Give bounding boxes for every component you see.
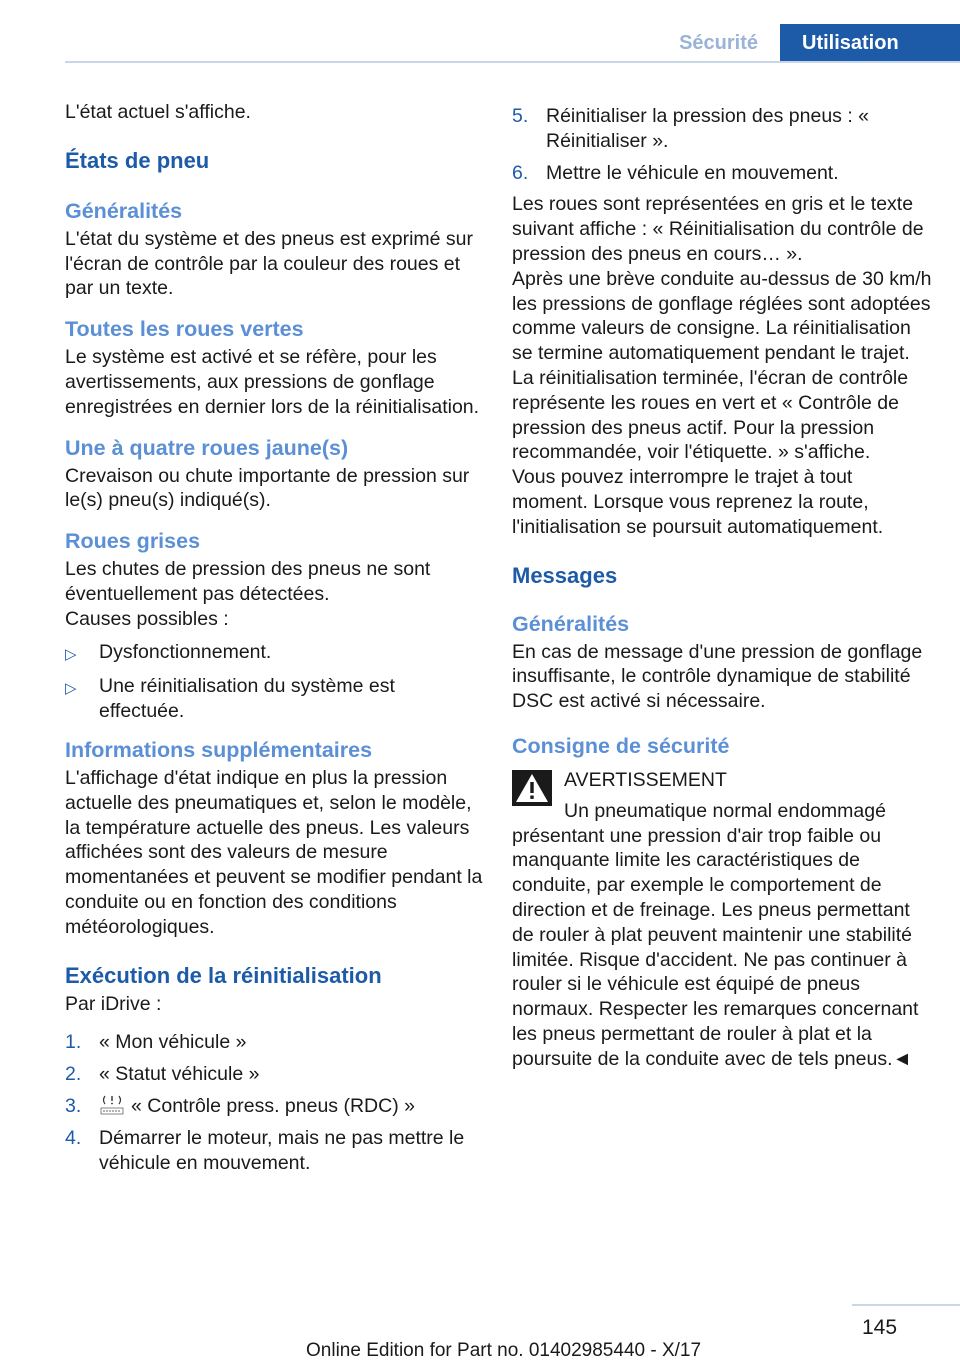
footer-divider bbox=[852, 1304, 960, 1306]
step-number: 4. bbox=[65, 1126, 82, 1149]
tab-securite[interactable]: Sécurité bbox=[679, 31, 758, 54]
step-item bbox=[512, 161, 932, 186]
step-text: « Mon véhicule » bbox=[99, 1031, 247, 1054]
jaunes-text: Crevaison ou chute importante de pression sur le(s) pneu(s) indiqué(s). bbox=[65, 464, 470, 512]
jaunes-heading: Une à quatre roues jaune(s) bbox=[65, 435, 349, 460]
page-number: 145 bbox=[862, 1316, 898, 1339]
left-column bbox=[65, 100, 485, 1182]
tire-pressure-reset-icon bbox=[99, 1094, 125, 1116]
generalites-text: L'état du système et des pneus est exprimé sur l'écran de contrôle par la couleur des roues et par un texte. bbox=[65, 227, 474, 300]
causes-list bbox=[65, 640, 485, 724]
grises-heading: Roues grises bbox=[65, 529, 201, 554]
messages-heading: Messages bbox=[512, 562, 618, 588]
step-item bbox=[65, 1126, 485, 1176]
step-text: « Contrôle press. pneus (RDC) » bbox=[131, 1094, 415, 1117]
step-text: Mettre le véhicule en mouvement. bbox=[546, 161, 839, 184]
list-item-text: Une réinitialisation du système est effectuée. bbox=[99, 675, 395, 723]
steps-list-left bbox=[65, 1030, 485, 1175]
step-number: 6. bbox=[512, 161, 529, 184]
warning-text-first-line: Un pneumatique normal endommagé bbox=[564, 799, 886, 822]
steps-list-right bbox=[512, 104, 932, 185]
bullet-arrow-icon: ▷ bbox=[65, 645, 77, 663]
causes-text: Causes possibles : bbox=[65, 607, 229, 630]
step-number: 3. bbox=[65, 1094, 82, 1117]
messages-generalites-text: En cas de message d'une pression de gonflage insuffisante, le contrôle dynamique de stabilité DSC est activé si nécessaire. bbox=[512, 640, 923, 713]
step-number: 2. bbox=[65, 1063, 82, 1086]
etats-heading: États de pneu bbox=[65, 147, 210, 173]
warning-triangle-icon bbox=[512, 770, 552, 806]
exec-heading: Exécution de la réinitialisation bbox=[65, 962, 382, 988]
right-column bbox=[512, 100, 932, 1072]
step-text: « Statut véhicule » bbox=[99, 1063, 260, 1086]
warning-text: présentant une pression d'air trop faible ou manquante limite les caractéristiques de conduite, par exemple le comportement de direction et de freinage. Les pneus permettant de rouler à plat peuvent maintenir une stabilité limitée. Risque d'accident. Ne pas continuer à rouler si le véhicule est équipé de pneus normaux. Respecter les remarques concernant les pneus permettant de rouler à plat et la poursuite de la conduite avec de tels pneus.◄ bbox=[512, 824, 919, 1070]
generalites-heading: Généralités bbox=[512, 611, 630, 636]
edition-footer: Online Edition for Part no. 01402985440 - X/17 bbox=[306, 1340, 702, 1361]
step-item bbox=[65, 1094, 485, 1119]
header-tabs bbox=[657, 24, 960, 62]
reset-drive-text: Après une brève conduite au-dessus de 30 km/h les pressions de gonflage réglées sont adoptées comme valeurs de consigne. La réinitialisation se termine automatiquement pendant le trajet. bbox=[512, 267, 932, 365]
step-item bbox=[65, 1062, 485, 1087]
reset-complete-text: La réinitialisation terminée, l'écran de contrôle représente les roues en vert et « Contrôle de pression des pneus actif. Pour la pression recommandée, voir l'étiquette. » s'affiche. bbox=[512, 366, 909, 464]
info-heading: Informations supplémentaires bbox=[65, 737, 373, 762]
grises-text: Les chutes de pression des pneus ne sont éventuellement pas détectées. bbox=[65, 558, 431, 605]
warning-title: AVERTISSEMENT bbox=[564, 768, 727, 791]
step-number: 1. bbox=[65, 1031, 82, 1054]
step-text: Démarrer le moteur, mais ne pas mettre le véhicule en mouvement. bbox=[99, 1126, 465, 1174]
list-item bbox=[65, 640, 485, 668]
exec-text: Par iDrive : bbox=[65, 992, 162, 1015]
vertes-heading: Toutes les roues vertes bbox=[65, 317, 304, 342]
safety-heading: Consigne de sécurité bbox=[512, 733, 730, 758]
list-item bbox=[65, 674, 485, 724]
tab-utilisation[interactable]: Utilisation bbox=[780, 24, 960, 62]
step-text: Réinitialiser la pression des pneus : « Réinitialiser ». bbox=[546, 105, 870, 152]
intro-text: L'état actuel s'affiche. bbox=[65, 101, 251, 123]
vertes-text: Le système est activé et se réfère, pour les avertissements, aux pressions de gonflage enregistrées en dernier lors de la réinitialisation. bbox=[65, 346, 480, 418]
generalites-heading: Généralités bbox=[65, 198, 183, 223]
step-number: 5. bbox=[512, 105, 529, 127]
list-item-text: Dysfonctionnement. bbox=[99, 640, 272, 663]
info-text: L'affichage d'état indique en plus la pression actuelle des pneumatiques et, selon le modèle, la température actuelle des pneus. Les valeurs affichées sont des valeurs de mesure momentanées et peuvent se modifier pendant la conduite ou en fonction des conditions météorologiques. bbox=[65, 766, 483, 938]
warning-block bbox=[512, 768, 932, 1072]
reset-status-text: Les roues sont représentées en gris et le texte suivant affiche : « Réinitialisation du contrôle de pression des pneus en cours… ». bbox=[512, 193, 924, 265]
interrupt-text: Vous pouvez interrompre le trajet à tout moment. Lorsque vous reprenez la route, l'initialisation se poursuit automatiquement. bbox=[512, 466, 884, 538]
bullet-arrow-icon: ▷ bbox=[65, 680, 77, 698]
header-divider bbox=[65, 61, 960, 63]
step-item bbox=[65, 1030, 485, 1055]
step-item bbox=[512, 104, 932, 154]
